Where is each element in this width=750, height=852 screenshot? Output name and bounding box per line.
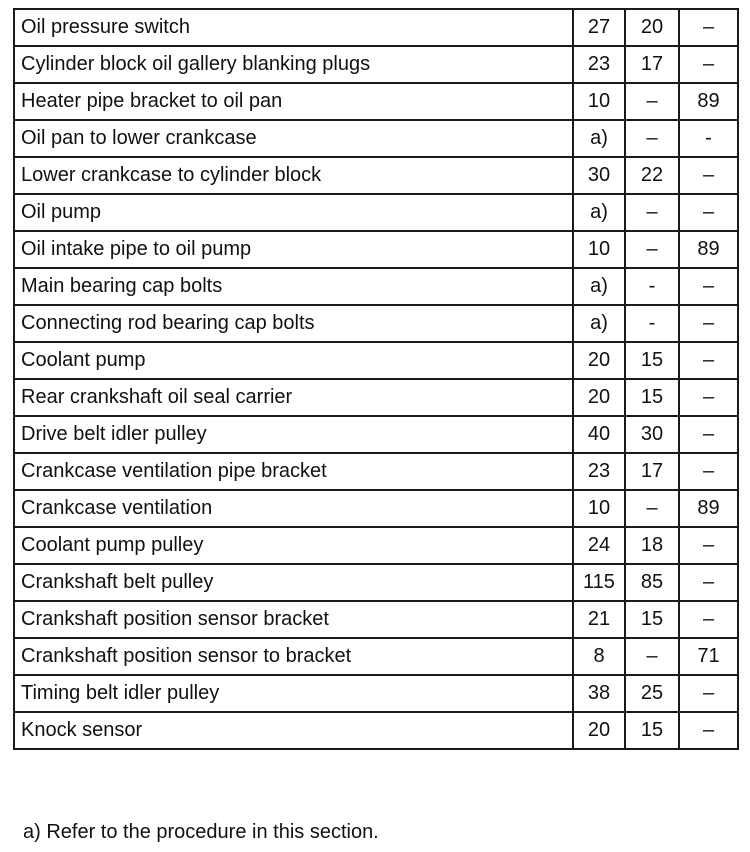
torque-ft-lb-cell: 25 bbox=[625, 675, 679, 712]
torque-nm-cell: 38 bbox=[573, 675, 625, 712]
table-row bbox=[14, 9, 738, 46]
table-row bbox=[14, 231, 738, 268]
torque-nm-cell: 20 bbox=[573, 712, 625, 749]
fastener-name-cell: Lower crankcase to cylinder block bbox=[14, 157, 573, 194]
torque-in-lb-cell: – bbox=[679, 379, 738, 416]
torque-ft-lb-cell: 20 bbox=[625, 9, 679, 46]
fastener-name-cell: Oil pump bbox=[14, 194, 573, 231]
fastener-name-cell: Rear crankshaft oil seal carrier bbox=[14, 379, 573, 416]
fastener-name-cell: Heater pipe bracket to oil pan bbox=[14, 83, 573, 120]
table-row bbox=[14, 157, 738, 194]
torque-ft-lb-cell: 17 bbox=[625, 46, 679, 83]
fastener-name-cell: Timing belt idler pulley bbox=[14, 675, 573, 712]
torque-ft-lb-cell: 15 bbox=[625, 379, 679, 416]
torque-in-lb-cell: – bbox=[679, 9, 738, 46]
table-row bbox=[14, 194, 738, 231]
torque-nm-cell: a) bbox=[573, 268, 625, 305]
torque-in-lb-cell: – bbox=[679, 416, 738, 453]
torque-nm-cell: 30 bbox=[573, 157, 625, 194]
table-row bbox=[14, 601, 738, 638]
torque-in-lb-cell: – bbox=[679, 46, 738, 83]
table-row bbox=[14, 527, 738, 564]
fastener-name-cell: Coolant pump bbox=[14, 342, 573, 379]
torque-ft-lb-cell: 15 bbox=[625, 712, 679, 749]
fastener-name-cell: Oil pressure switch bbox=[14, 9, 573, 46]
table-row bbox=[14, 490, 738, 527]
table-row bbox=[14, 268, 738, 305]
fastener-name-cell: Cylinder block oil gallery blanking plugs bbox=[14, 46, 573, 83]
fastener-name-cell: Main bearing cap bolts bbox=[14, 268, 573, 305]
torque-ft-lb-cell: 30 bbox=[625, 416, 679, 453]
torque-nm-cell: 20 bbox=[573, 379, 625, 416]
fastener-name-cell: Oil intake pipe to oil pump bbox=[14, 231, 573, 268]
torque-ft-lb-cell: – bbox=[625, 490, 679, 527]
table-row bbox=[14, 46, 738, 83]
torque-nm-cell: 10 bbox=[573, 83, 625, 120]
torque-in-lb-cell: – bbox=[679, 268, 738, 305]
torque-nm-cell: 20 bbox=[573, 342, 625, 379]
table-row bbox=[14, 342, 738, 379]
torque-in-lb-cell: – bbox=[679, 564, 738, 601]
fastener-name-cell: Oil pan to lower crankcase bbox=[14, 120, 573, 157]
torque-in-lb-cell: 89 bbox=[679, 83, 738, 120]
torque-ft-lb-cell: 18 bbox=[625, 527, 679, 564]
torque-in-lb-cell: 71 bbox=[679, 638, 738, 675]
torque-ft-lb-cell: 15 bbox=[625, 601, 679, 638]
torque-in-lb-cell: – bbox=[679, 342, 738, 379]
fastener-name-cell: Crankcase ventilation bbox=[14, 490, 573, 527]
table-row bbox=[14, 712, 738, 749]
torque-ft-lb-cell: – bbox=[625, 638, 679, 675]
torque-ft-lb-cell: - bbox=[625, 268, 679, 305]
fastener-name-cell: Connecting rod bearing cap bolts bbox=[14, 305, 573, 342]
torque-spec-table bbox=[13, 8, 739, 750]
torque-nm-cell: 10 bbox=[573, 231, 625, 268]
torque-in-lb-cell: – bbox=[679, 194, 738, 231]
torque-ft-lb-cell: 85 bbox=[625, 564, 679, 601]
fastener-name-cell: Coolant pump pulley bbox=[14, 527, 573, 564]
fastener-name-cell: Drive belt idler pulley bbox=[14, 416, 573, 453]
table-row bbox=[14, 564, 738, 601]
table-row bbox=[14, 379, 738, 416]
torque-nm-cell: 23 bbox=[573, 46, 625, 83]
torque-in-lb-cell: – bbox=[679, 712, 738, 749]
torque-spec-table-body bbox=[14, 9, 738, 749]
table-row bbox=[14, 638, 738, 675]
torque-in-lb-cell: - bbox=[679, 120, 738, 157]
torque-ft-lb-cell: – bbox=[625, 120, 679, 157]
table-row bbox=[14, 416, 738, 453]
torque-nm-cell: 115 bbox=[573, 564, 625, 601]
table-row bbox=[14, 675, 738, 712]
torque-nm-cell: 24 bbox=[573, 527, 625, 564]
torque-in-lb-cell: – bbox=[679, 157, 738, 194]
torque-in-lb-cell: 89 bbox=[679, 490, 738, 527]
torque-ft-lb-cell: 22 bbox=[625, 157, 679, 194]
torque-ft-lb-cell: – bbox=[625, 231, 679, 268]
torque-ft-lb-cell: 15 bbox=[625, 342, 679, 379]
torque-nm-cell: 10 bbox=[573, 490, 625, 527]
torque-in-lb-cell: – bbox=[679, 453, 738, 490]
torque-ft-lb-cell: - bbox=[625, 305, 679, 342]
torque-nm-cell: 23 bbox=[573, 453, 625, 490]
torque-nm-cell: 8 bbox=[573, 638, 625, 675]
torque-in-lb-cell: – bbox=[679, 601, 738, 638]
torque-nm-cell: 27 bbox=[573, 9, 625, 46]
table-row bbox=[14, 453, 738, 490]
torque-ft-lb-cell: – bbox=[625, 194, 679, 231]
table-row bbox=[14, 120, 738, 157]
footnote: a) Refer to the procedure in this section. bbox=[23, 821, 379, 843]
fastener-name-cell: Crankshaft position sensor bracket bbox=[14, 601, 573, 638]
torque-nm-cell: a) bbox=[573, 305, 625, 342]
torque-in-lb-cell: – bbox=[679, 305, 738, 342]
table-row bbox=[14, 83, 738, 120]
torque-nm-cell: 40 bbox=[573, 416, 625, 453]
torque-nm-cell: a) bbox=[573, 194, 625, 231]
table-row bbox=[14, 305, 738, 342]
torque-ft-lb-cell: 17 bbox=[625, 453, 679, 490]
torque-nm-cell: 21 bbox=[573, 601, 625, 638]
fastener-name-cell: Crankcase ventilation pipe bracket bbox=[14, 453, 573, 490]
torque-in-lb-cell: – bbox=[679, 527, 738, 564]
fastener-name-cell: Crankshaft belt pulley bbox=[14, 564, 573, 601]
torque-in-lb-cell: – bbox=[679, 675, 738, 712]
torque-in-lb-cell: 89 bbox=[679, 231, 738, 268]
torque-nm-cell: a) bbox=[573, 120, 625, 157]
fastener-name-cell: Crankshaft position sensor to bracket bbox=[14, 638, 573, 675]
torque-ft-lb-cell: – bbox=[625, 83, 679, 120]
fastener-name-cell: Knock sensor bbox=[14, 712, 573, 749]
